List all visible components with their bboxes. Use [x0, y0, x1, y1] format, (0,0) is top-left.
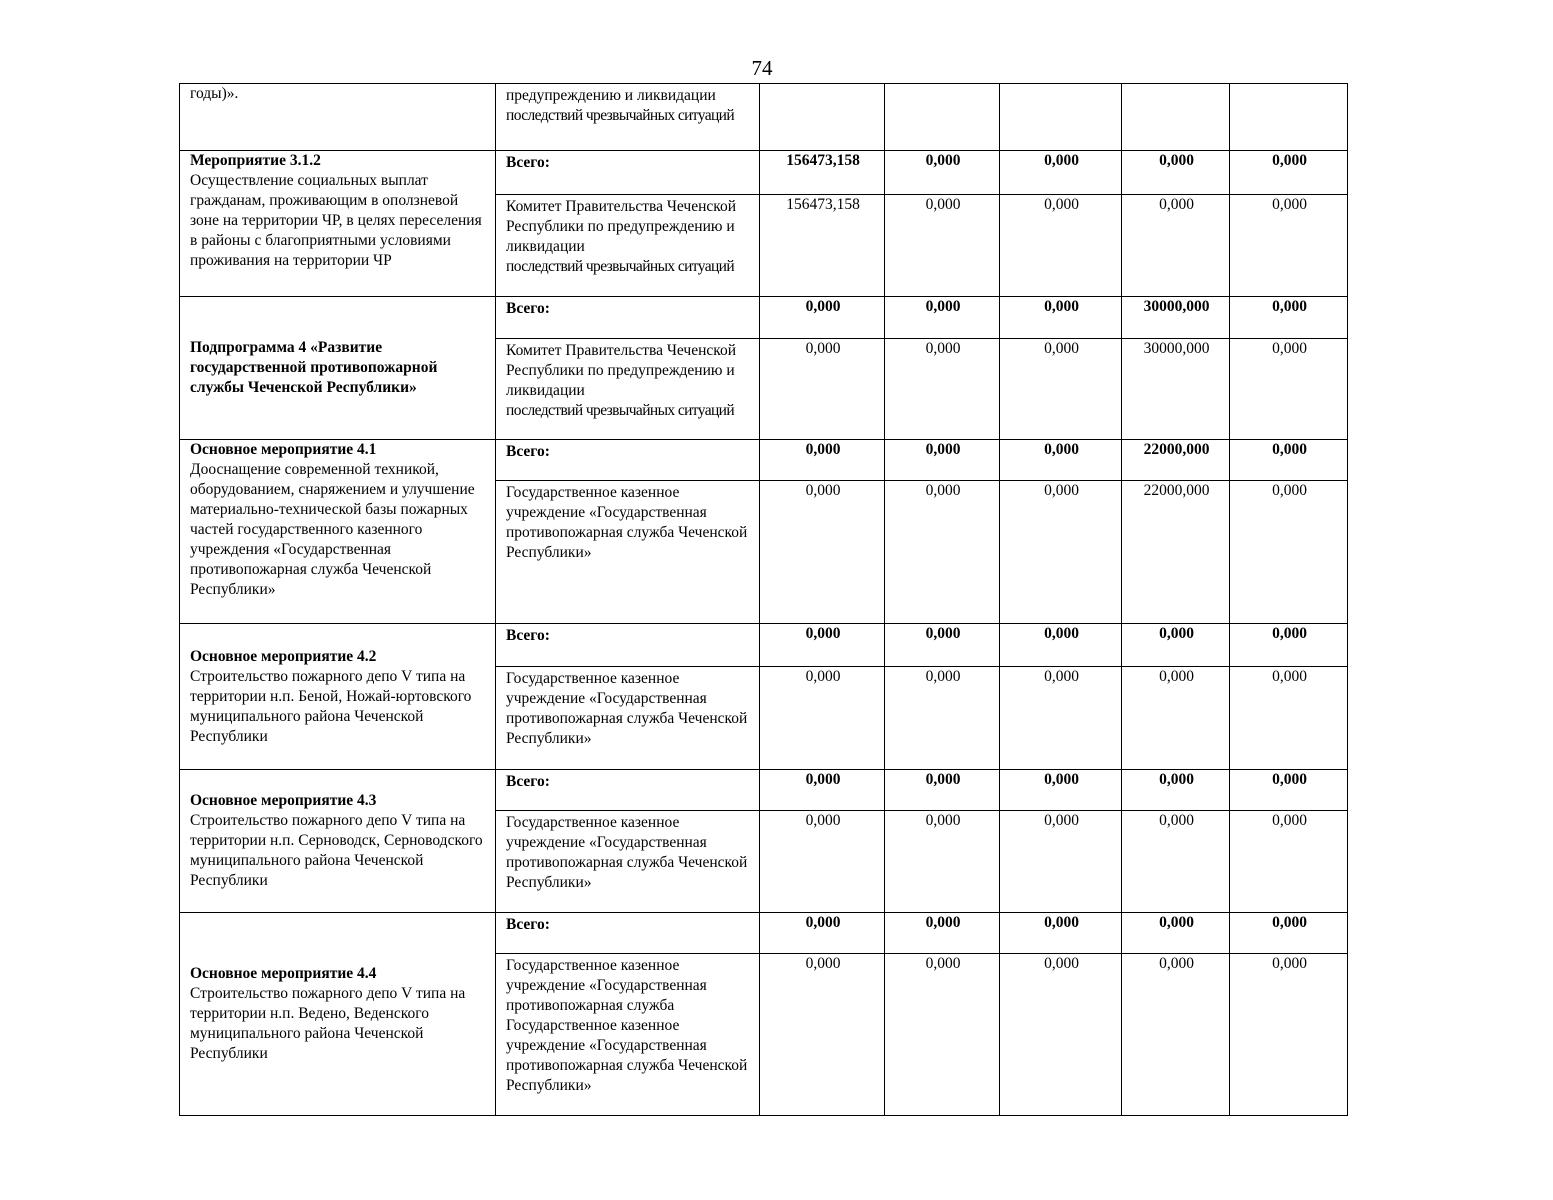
- activity-description: Основное мероприятие 4.2 Строительство пожарного депо V типа на территории н.п. Беной, Ножай-юртовского муниципального района Чеченской Республики: [180, 624, 496, 770]
- activity-description: годы)».: [180, 84, 496, 151]
- value-cell: 0,000: [1122, 954, 1230, 1116]
- value-cell: 0,000: [1230, 195, 1348, 297]
- total-value: 0,000: [1230, 151, 1348, 195]
- executor-cell: предупреждению и ликвидации последствий чрезвычайных ситуаций: [496, 84, 760, 151]
- value-cell: 0,000: [885, 481, 1000, 624]
- value-cell: 0,000: [1000, 667, 1122, 770]
- value-cell: 0,000: [760, 339, 885, 440]
- value-cell: 0,000: [1230, 339, 1348, 440]
- value-cell: 0,000: [885, 339, 1000, 440]
- value-cell: 0,000: [1230, 811, 1348, 913]
- total-value: 0,000: [1000, 440, 1122, 481]
- total-value: 0,000: [760, 913, 885, 954]
- value-cell: 30000,000: [1122, 339, 1230, 440]
- value-cell: 0,000: [1000, 481, 1122, 624]
- executor-cell: Государственное казенное учреждение «Государственная противопожарная служба Государственное казенное учреждение «Государственная противопожарная служба Чеченской Республики»: [496, 954, 760, 1116]
- total-value: 0,000: [1230, 913, 1348, 954]
- total-value: 0,000: [885, 913, 1000, 954]
- total-label: Всего:: [496, 151, 760, 195]
- value-cell: 0,000: [885, 811, 1000, 913]
- value-cell: 0,000: [760, 811, 885, 913]
- value-cell: 0,000: [1122, 811, 1230, 913]
- total-value: 0,000: [1000, 624, 1122, 667]
- executor-cell: Комитет Правительства Чеченской Республики по предупреждению и ликвидации последствий чрезвычайных ситуаций: [496, 195, 760, 297]
- total-value: 0,000: [1000, 770, 1122, 811]
- value-cell: [1000, 84, 1122, 151]
- total-value: 0,000: [760, 440, 885, 481]
- executor-cell: Комитет Правительства Чеченской Республики по предупреждению и ликвидации последствий чрезвычайных ситуаций: [496, 339, 760, 440]
- activity-description: Мероприятие 3.1.2 Осуществление социальных выплат гражданам, проживающим в оползневой зоне на территории ЧР, в целях переселения в районы с благоприятными условиями проживания на территории ЧР: [180, 151, 496, 297]
- activity-description: Основное мероприятие 4.3 Строительство пожарного депо V типа на территории н.п. Серноводск, Серноводского муниципального района Чеченской Республики: [180, 770, 496, 913]
- total-label: Всего:: [496, 913, 760, 954]
- value-cell: 0,000: [1000, 954, 1122, 1116]
- total-value: 0,000: [1000, 913, 1122, 954]
- total-value: 0,000: [760, 624, 885, 667]
- value-cell: 0,000: [1000, 811, 1122, 913]
- value-cell: 0,000: [885, 195, 1000, 297]
- value-cell: 22000,000: [1122, 481, 1230, 624]
- total-value: 0,000: [1230, 624, 1348, 667]
- executor-cell: Государственное казенное учреждение «Государственная противопожарная служба Чеченской Республики»: [496, 667, 760, 770]
- value-cell: 0,000: [760, 667, 885, 770]
- total-value: 156473,158: [760, 151, 885, 195]
- table-row-total: [180, 624, 1348, 667]
- table-row-total: [180, 770, 1348, 811]
- table-row-total: [180, 913, 1348, 954]
- value-cell: 0,000: [885, 667, 1000, 770]
- value-cell: [885, 84, 1000, 151]
- executor-cell: Государственное казенное учреждение «Государственная противопожарная служба Чеченской Республики»: [496, 481, 760, 624]
- value-cell: 0,000: [885, 954, 1000, 1116]
- total-value: 0,000: [1122, 770, 1230, 811]
- total-value: 0,000: [760, 770, 885, 811]
- total-label: Всего:: [496, 440, 760, 481]
- value-cell: 0,000: [1230, 481, 1348, 624]
- total-value: 0,000: [1230, 770, 1348, 811]
- total-value: 0,000: [1122, 913, 1230, 954]
- value-cell: 156473,158: [760, 195, 885, 297]
- subprogram-title: Подпрограмма 4 «Развитие государственной противопожарной службы Чеченской Республики»: [180, 297, 496, 440]
- value-cell: 0,000: [1000, 339, 1122, 440]
- total-value: 0,000: [885, 624, 1000, 667]
- total-value: 0,000: [1122, 624, 1230, 667]
- activity-description: Основное мероприятие 4.4 Строительство пожарного депо V типа на территории н.п. Ведено, Веденского муниципального района Чеченской Республики: [180, 913, 496, 1116]
- total-label: Всего:: [496, 770, 760, 811]
- value-cell: 0,000: [1122, 195, 1230, 297]
- total-value: 0,000: [885, 297, 1000, 339]
- total-label: Всего:: [496, 624, 760, 667]
- executor-cell: Государственное казенное учреждение «Государственная противопожарная служба Чеченской Республики»: [496, 811, 760, 913]
- total-value: 0,000: [1000, 151, 1122, 195]
- total-value: 0,000: [885, 151, 1000, 195]
- total-value: 0,000: [885, 770, 1000, 811]
- value-cell: 0,000: [1230, 954, 1348, 1116]
- table-row-total: [180, 440, 1348, 481]
- value-cell: 0,000: [1230, 667, 1348, 770]
- value-cell: [1122, 84, 1230, 151]
- total-value: 0,000: [1230, 440, 1348, 481]
- total-value: 0,000: [1000, 297, 1122, 339]
- table-row: [180, 84, 1348, 151]
- total-value: 0,000: [1122, 151, 1230, 195]
- total-label: Всего:: [496, 297, 760, 339]
- total-value: 0,000: [885, 440, 1000, 481]
- total-value: 0,000: [760, 297, 885, 339]
- table-row-total: [180, 297, 1348, 339]
- page-number: 74: [751, 56, 773, 80]
- value-cell: 0,000: [760, 481, 885, 624]
- table-row-total: [180, 151, 1348, 195]
- activity-description: Основное мероприятие 4.1 Дооснащение современной техникой, оборудованием, снаряжением и улучшение материально-технической базы пожарных частей государственного казенного учреждения «Государственная противопожарная служба Чеченской Республики»: [180, 440, 496, 624]
- total-value: 22000,000: [1122, 440, 1230, 481]
- value-cell: 0,000: [1000, 195, 1122, 297]
- total-value: 30000,000: [1122, 297, 1230, 339]
- budget-table: [179, 83, 1348, 1116]
- value-cell: [760, 84, 885, 151]
- value-cell: 0,000: [1122, 667, 1230, 770]
- value-cell: 0,000: [760, 954, 885, 1116]
- value-cell: [1230, 84, 1348, 151]
- total-value: 0,000: [1230, 297, 1348, 339]
